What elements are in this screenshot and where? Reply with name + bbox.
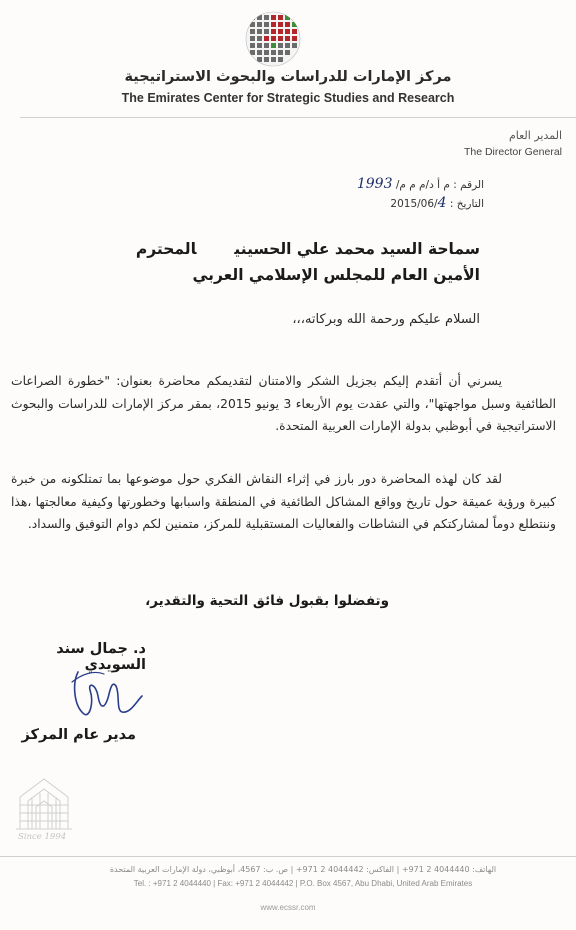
footer-contact-arabic: الهاتف: 4044440 2 971+ | الفاكس: 4044442 2 971+ | ص. ب: 4567، أبوظبي، دولة الإمارات العربية المتحدة [109, 865, 497, 874]
signatory-name: د. جمال سند السويدي [56, 641, 146, 673]
reference-number-handwritten: 1993 [356, 176, 393, 192]
organization-name-arabic: مركز الإمارات للدراسات والبحوث الاستراتيجية [124, 69, 452, 85]
director-general-label-arabic: المدير العام [508, 129, 562, 142]
reference-date-label: التاريخ : [449, 198, 484, 210]
body-paragraph-1 [11, 370, 556, 438]
body-paragraph-2 [11, 468, 556, 536]
reference-number-label: الرقم : م أ د/م م م/ [395, 179, 484, 191]
addressee-line-1 [136, 240, 480, 258]
footer-website: www.ecssr.com [260, 903, 316, 912]
header-divider [20, 117, 576, 118]
body-paragraph-2-text: لقد كان لهذه المحاضرة دور بارز في إثراء النقاش الفكري حول موضوعها بما تمتلكونه من خبرة كبيرة ورؤية عميقة حول تاريخ وواقع المشاكل الطائفية في المنطقة واسبابها وخطورتها وكيفية معالجتها ،هذا وننتطلع دوماً لمشاركتكم في النشاطات والفعاليات المستقبلية للمركز، متمنين لكم دوام التوفيق والسداد. [11, 472, 556, 531]
building-watermark-icon [14, 775, 74, 831]
addressee-honorific: المحترم [135, 240, 197, 258]
closing-salutation: وتفضلوا بقبول فائق التحية والتقدير، [145, 593, 389, 609]
reference-date-value: 2015/06/ [390, 198, 438, 210]
since-year-watermark: Since 1994 [18, 832, 67, 842]
addressee-name: سماحة السيد محمد علي الحسيني [234, 240, 480, 258]
ecssr-globe-logo [244, 10, 302, 68]
addressee-line-2: الأمين العام للمجلس الإسلامي العربي [192, 266, 480, 284]
greeting: السلام عليكم ورحمة الله وبركاته،،، [292, 312, 480, 327]
body-paragraph-1-text: يسرني أن أتقدم إليكم بجزيل الشكر والامتنان لتقديمكم محاضرة بعنوان: "خطورة الصراعات الطائفية وسبل مواجهتها"، والتي عقدت يوم الأربعاء 3 يونيو 2015، بمقر مركز الإمارات للدراسات والبحوث الاستراتيجية في أبوظبي بدولة الإمارات العربية المتحدة. [11, 374, 556, 433]
handwritten-signature [64, 662, 154, 726]
signatory-title: مدير عام المركز [21, 727, 136, 743]
organization-name-english: The Emirates Center for Strategic Studies and Research [121, 91, 455, 105]
director-general-label-english: The Director General [463, 146, 562, 158]
reference-date-day-handwritten: 4 [437, 195, 447, 211]
reference-date [390, 195, 484, 211]
reference-number [357, 176, 484, 192]
footer-divider [0, 856, 576, 857]
footer-contact-english: Tel. : +971 2 4044440 | Fax: +971 2 4044442 | P.O. Box 4567, Abu Dhabi, United Arab Emirates [133, 879, 473, 888]
